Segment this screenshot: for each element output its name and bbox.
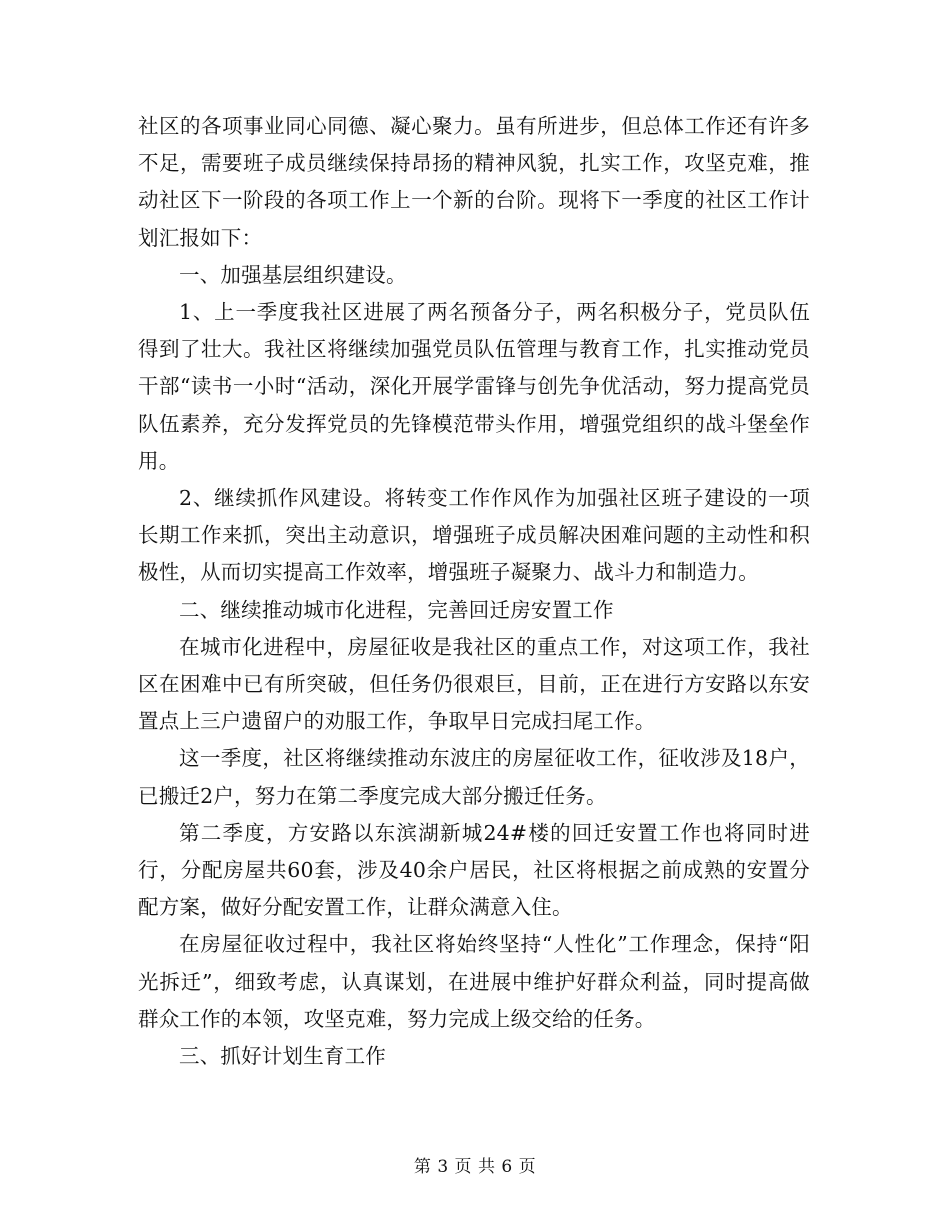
- section-heading: 三、抓好计划生育工作: [179, 1044, 386, 1069]
- paragraph: 2、继续抓作风建设。将转变工作作风作为加强社区班子建设的一项长期工作来抓，突出主动意识，增强班子成员解决困难问题的主动性和积极性，从而切实提高工作效率，增强班子凝聚力、战斗力和制造力。: [138, 486, 810, 585]
- paragraph: 第二季度，方安路以东滨湖新城24#楼的回迁安置工作也将同时进行，分配房屋共60套，涉及40余户居民，社区将根据之前成熟的安置分配方案，做好分配安置工作，让群众满意入住。: [138, 820, 810, 920]
- section-heading: 一、加强基层组织建设。: [179, 262, 407, 287]
- document-body: [138, 108, 810, 1075]
- paragraph: 在城市化进程中，房屋征收是我社区的重点工作，对这项工作，我社区在困难中已有所突破，但任务仍很艰巨，目前，正在进行方安路以东安置点上三户遗留户的劝服工作，争取早日完成扫尾工作。: [138, 634, 810, 734]
- paragraph: 社区的各项事业同心同德、凝心聚力。虽有所进步，但总体工作还有许多不足，需要班子成员继续保持昂扬的精神风貌，扎实工作，攻坚克难，推动社区下一阶段的各项工作上一个新的台阶。现将下一季度的社区工作计划汇报如下：: [138, 114, 810, 250]
- paragraph: 这一季度，社区将继续推动东波庄的房屋征收工作，征收涉及18户，已搬迁2户，努力在第二季度完成大部分搬迁任务。: [138, 746, 810, 808]
- page-number-footer: 第 3 页 共 6 页: [413, 1157, 537, 1177]
- paragraph: 在房屋征收过程中，我社区将始终坚持“人性化”工作理念，保持“阳光拆迁”，细致考虑，认真谋划，在进展中维护好群众利益，同时提高做群众工作的本领，攻坚克难，努力完成上级交给的任务。: [138, 932, 810, 1031]
- paragraph: 1、上一季度我社区进展了两名预备分子，两名积极分子，党员队伍得到了壮大。我社区将继续加强党员队伍管理与教育工作，扎实推动党员干部“读书一小时“活动，深化开展学雷锋与创先争优活动，努力提高党员队伍素养，充分发挥党员的先锋模范带头作用，增强党组织的战斗堡垒作用。: [138, 300, 810, 473]
- section-heading: 二、继续推动城市化进程，完善回迁房安置工作: [179, 597, 614, 622]
